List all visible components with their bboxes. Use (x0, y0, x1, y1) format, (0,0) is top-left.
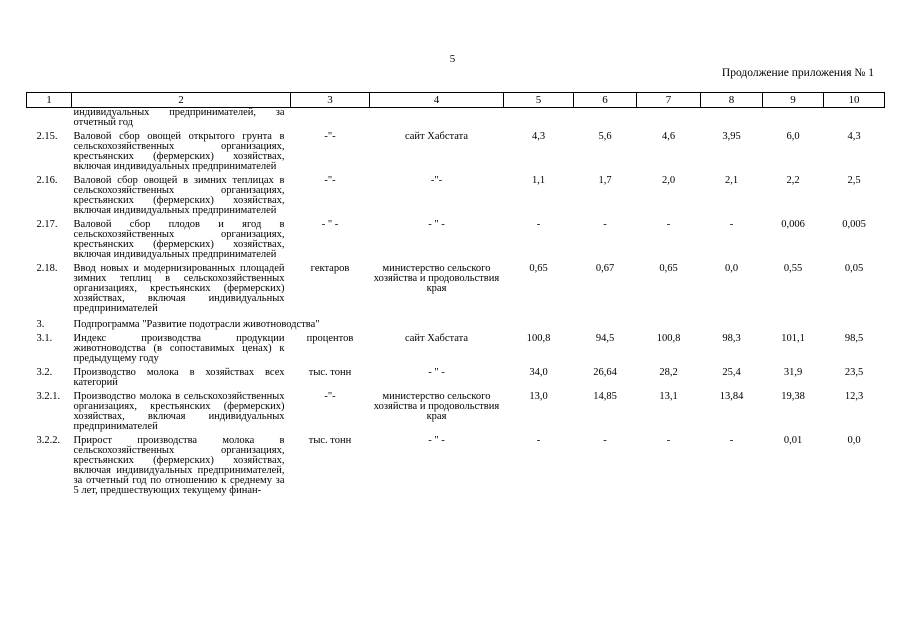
value-cell: 0,65 (659, 263, 678, 274)
data-source: - " - (428, 219, 445, 230)
indicator-name: Валовой сбор овощей в зимних теплицах в сельскохозяйственных организациях, крестьянских (фермерских) хозяйствах, включая индивидуальных предпринимателей (73, 175, 285, 216)
value-cell: 1,7 (598, 175, 612, 186)
value-cell: - (603, 219, 607, 230)
table-row (27, 388, 885, 432)
value-cell: 98,5 (844, 333, 864, 344)
value-cell: 19,38 (781, 391, 805, 402)
data-source (370, 108, 504, 129)
subprogram-title: Подпрограмма "Развитие подотрасли животноводства" (73, 319, 320, 330)
value-cell: 28,2 (659, 367, 678, 378)
table-body (27, 108, 885, 497)
value-cell (637, 108, 701, 129)
unit-of-measure: тыс. тонн (308, 435, 352, 446)
row-number: 3.2. (36, 367, 53, 378)
unit-of-measure: - " - (321, 219, 339, 230)
column-header-3: 3 (291, 93, 370, 108)
indicator-name: Валовой сбор плодов и ягод в сельскохозяйственных организациях, крестьянских (фермерских) хозяйствах, включая индивидуальных предпринимателей (73, 219, 285, 260)
row-number: 2.16. (36, 175, 58, 186)
unit-of-measure: процентов (306, 333, 354, 344)
value-cell: 101,1 (781, 333, 805, 344)
appendix-continuation-label: Продолжение приложения № 1 (721, 67, 874, 79)
value-cell: 2,1 (724, 175, 739, 186)
value-cell: 0,05 (844, 263, 864, 274)
value-cell (824, 108, 885, 129)
value-cell (574, 108, 637, 129)
value-cell: - (536, 219, 541, 230)
value-cell: 23,5 (844, 367, 864, 378)
value-cell: 12,3 (844, 391, 864, 402)
indicator-name: Производство молока в сельскохозяйственных организациях, крестьянских (фермерских) хозяйствах, включая индивидуальных предпринимателей (73, 391, 285, 432)
value-cell: 13,84 (719, 391, 744, 402)
unit-of-measure: -"- (324, 131, 336, 142)
data-source: сайт Хабстата (404, 333, 468, 344)
row-number: 3.1. (36, 333, 53, 344)
table-row (27, 364, 885, 388)
value-cell: - (729, 219, 734, 230)
value-cell: 98,3 (722, 333, 741, 344)
data-source: сайт Хабстата (404, 131, 468, 142)
value-cell: 0,0 (724, 263, 739, 274)
value-cell: 2,0 (661, 175, 676, 186)
indicators-table (26, 92, 885, 496)
value-cell (701, 108, 763, 129)
indicator-name: Валовой сбор овощей открытого грунта в сельскохозяйственных организациях, крестьянских (фермерских) хозяйствах, включая индивидуальных предпринимателей (73, 131, 285, 172)
value-cell: 100,8 (526, 333, 551, 344)
row-number: 3.2.2. (36, 435, 61, 446)
value-cell: 0,01 (783, 435, 803, 446)
table-row (27, 128, 885, 172)
value-cell (763, 108, 824, 129)
value-cell: - (729, 435, 734, 446)
value-cell: - (603, 435, 607, 446)
value-cell: 2,5 (847, 175, 861, 186)
value-cell: 14,85 (593, 391, 617, 402)
column-header-2: 2 (72, 93, 291, 108)
table-row (27, 314, 885, 330)
value-cell: - (536, 435, 541, 446)
table-header (27, 93, 885, 108)
table-row (27, 216, 885, 260)
value-cell: 1,1 (531, 175, 546, 186)
value-cell: 94,5 (595, 333, 615, 344)
value-cell: 0,67 (595, 263, 615, 274)
column-header-8: 8 (701, 93, 763, 108)
value-cell: 25,4 (722, 367, 741, 378)
value-cell: 31,9 (783, 367, 803, 378)
row-number: 2.18. (36, 263, 58, 274)
value-cell: 34,0 (529, 367, 548, 378)
unit-of-measure (291, 108, 370, 129)
value-cell: 26,64 (593, 367, 617, 378)
data-source: -"- (430, 175, 443, 186)
table-row (27, 432, 885, 496)
column-header-10: 10 (824, 93, 885, 108)
value-cell: - (666, 219, 671, 230)
unit-of-measure: гектаров (310, 263, 350, 274)
column-header-6: 6 (574, 93, 637, 108)
value-cell: 100,8 (656, 333, 681, 344)
column-header-9: 9 (763, 93, 824, 108)
value-cell: 0,65 (529, 263, 548, 274)
column-header-5: 5 (504, 93, 574, 108)
indicator-name: Ввод новых и модернизированных площадей зимних теплиц в сельскохозяйственных организациях, крестьянских (фермерских) хозяйствах, включая индивидуальных предпринимателей (73, 263, 285, 314)
page-number: 5 (449, 53, 456, 65)
value-cell: 13,0 (529, 391, 548, 402)
value-cell: 6,0 (786, 131, 800, 142)
table-row (27, 260, 885, 314)
column-header-4: 4 (370, 93, 504, 108)
unit-of-measure: тыс. тонн (308, 367, 352, 378)
row-number: 3. (36, 319, 45, 330)
row-number: 2.15. (36, 131, 58, 142)
value-cell: 0,005 (842, 219, 866, 230)
value-cell: 4,6 (661, 131, 676, 142)
data-source: министерство сельского хозяйства и продовольствия края (373, 391, 500, 422)
table-row (27, 330, 885, 364)
value-cell: 0,006 (781, 219, 805, 230)
indicator-name: Прирост производства молока в сельскохозяйственных организациях, крестьянских (фермерских) хозяйствах, включая индивидуальных предпринимателей, за отчетный год по отношению к среднему за 5 лет, предшествующих текущему финан- (73, 435, 285, 496)
value-cell: 13,1 (659, 391, 678, 402)
indicator-name: Производство молока в хозяйствах всех категорий (73, 367, 285, 388)
table-row (27, 108, 885, 129)
data-source: - " - (428, 435, 445, 446)
column-header-7: 7 (637, 93, 701, 108)
indicator-name: Индекс производства продукции животноводства (в сопоставимых ценах) к предыдущему году (73, 333, 285, 364)
row-number: 2.17. (36, 219, 58, 230)
value-cell: 5,6 (598, 131, 612, 142)
row-number: 3.2.1. (36, 391, 61, 402)
unit-of-measure: -"- (324, 175, 336, 186)
value-cell: 0,55 (783, 263, 803, 274)
unit-of-measure: -"- (324, 391, 336, 402)
indicator-name: индивидуальных предпринимателей, за отчетный год (73, 107, 285, 128)
data-source: - " - (428, 367, 445, 378)
value-cell: 4,3 (847, 131, 861, 142)
value-cell (504, 108, 574, 129)
value-cell: 2,2 (786, 175, 800, 186)
row-number (27, 108, 72, 129)
data-source: министерство сельского хозяйства и продовольствия края (373, 263, 500, 294)
value-cell: 4,3 (531, 131, 546, 142)
column-header-1: 1 (27, 93, 72, 108)
value-cell: 0,0 (847, 435, 861, 446)
value-cell: 3,95 (722, 131, 741, 142)
value-cell: - (666, 435, 671, 446)
table-row (27, 172, 885, 216)
